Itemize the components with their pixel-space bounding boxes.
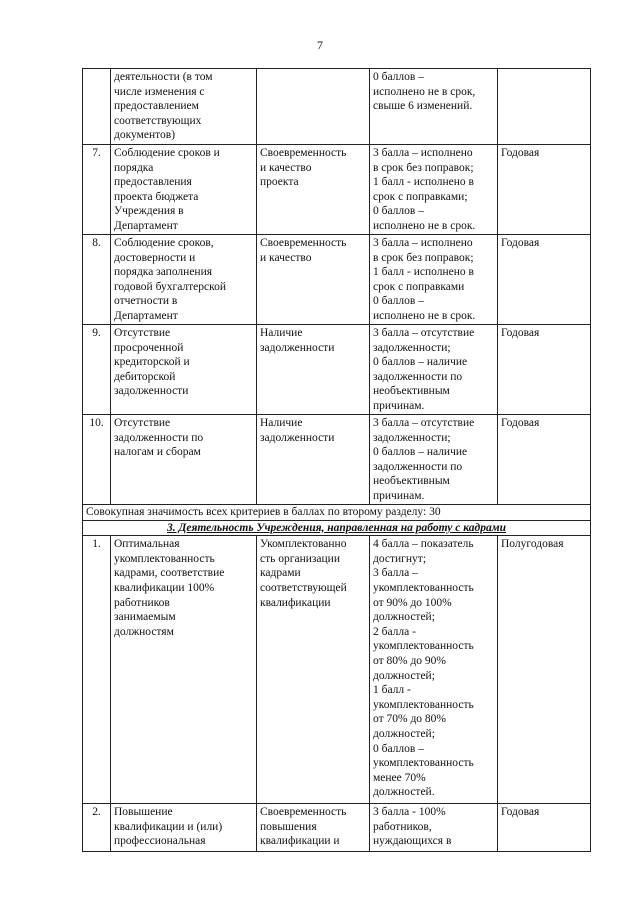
row-number: 8. (83, 235, 111, 325)
indicator-cell (257, 804, 370, 852)
indicator-line: повышения (260, 820, 317, 833)
section-total-row (83, 505, 591, 521)
period-cell: Полугодовая (498, 536, 591, 804)
indicator-line: квалификации (260, 596, 331, 609)
section-total-text: Совокупная значимость всех критериев в баллах по второму разделу: 30 (83, 505, 591, 521)
score-line: должностей. (373, 786, 435, 799)
criterion-line: Департамент (114, 219, 178, 232)
period-cell: Годовая (498, 235, 591, 325)
score-line: в срок без поправок; (373, 161, 474, 174)
indicator-line: Наличие (260, 417, 303, 429)
score-line: 3 балла – исполнено (373, 147, 473, 159)
score-line: исполнено не в срок, (373, 85, 476, 98)
score-line: исполнено не в срок. (373, 309, 476, 322)
criterion-line: предоставлением (114, 100, 199, 113)
indicator-line: и качество (260, 161, 312, 174)
score-line: 3 балла – (373, 567, 418, 580)
row-number: 10. (83, 415, 111, 505)
score-cell (370, 804, 498, 852)
score-cell (370, 536, 498, 804)
indicator-line: проекта (260, 176, 299, 189)
score-line: задолженности по (373, 460, 463, 473)
score-line: 3 балла – отсутствие (373, 327, 475, 339)
score-line: укомплектованность (373, 698, 474, 711)
criterion-line: налогам и сборам (114, 446, 201, 459)
score-line: 0 баллов – наличие (373, 356, 468, 369)
criterion-line: Соблюдение сроков и (114, 147, 220, 159)
score-line: 0 баллов – (373, 742, 424, 755)
criterion-line: кадрами, соответствие (114, 567, 225, 580)
table-row (83, 536, 591, 804)
indicator-line: сть организации (260, 552, 340, 565)
criterion-line: задолженности по (114, 431, 204, 444)
indicator-line: квалификации и (260, 835, 340, 848)
score-cell (370, 235, 498, 325)
table-row (83, 415, 591, 505)
criterion-line: Отсутствие (114, 417, 171, 429)
criterion-cell (111, 145, 257, 235)
indicator-line: Своевременность (260, 237, 347, 249)
indicator-line: кадрами (260, 567, 301, 580)
criterion-line: укомплектованность (114, 552, 215, 565)
score-line: причинам. (373, 399, 425, 412)
row-number: 1. (83, 536, 111, 804)
indicator-cell (257, 536, 370, 804)
criterion-line: проекта бюджета (114, 190, 199, 203)
indicator-line: Укомплектованно (260, 538, 347, 551)
criterion-cell (111, 536, 257, 804)
score-line: необъективным (373, 475, 450, 488)
indicator-line: задолженности (260, 341, 335, 354)
indicator-line: и качество (260, 251, 312, 264)
period-cell: Годовая (498, 325, 591, 415)
criterion-line: Учреждения в (114, 205, 184, 218)
criterion-line: Отсутствие (114, 327, 171, 339)
section-heading-row (83, 520, 591, 536)
score-cell (370, 415, 498, 505)
criterion-cell (111, 325, 257, 415)
score-line: должностей; (373, 611, 435, 624)
table-row (83, 69, 591, 145)
indicator-cell (257, 415, 370, 505)
criterion-line: деятельности (в том (114, 71, 213, 83)
score-line: 2 балла - (373, 625, 416, 638)
criterion-cell (111, 804, 257, 852)
indicator-line: Своевременность (260, 147, 347, 159)
score-line: 1 балл - исполнено в (373, 266, 474, 279)
period-cell: Годовая (498, 145, 591, 235)
criterion-line: отчетности в (114, 295, 178, 308)
indicator-line: соответствующей (260, 581, 347, 594)
score-cell (370, 325, 498, 415)
score-line: достигнут; (373, 552, 427, 565)
criterion-line: предоставления (114, 176, 192, 189)
criterion-line: Департамент (114, 309, 178, 322)
criterion-line: документов) (114, 129, 176, 142)
score-line: 0 баллов – (373, 205, 424, 218)
indicator-line: Наличие (260, 327, 303, 339)
score-line: необъективным (373, 385, 450, 398)
table-row (83, 235, 591, 325)
criterion-line: Соблюдение сроков, (114, 237, 214, 249)
score-line: задолженности; (373, 341, 451, 354)
score-line: 4 балла – показатель (373, 538, 474, 551)
indicator-cell (257, 145, 370, 235)
criterion-line: профессиональная (114, 835, 206, 848)
score-line: свыше 6 изменений. (373, 100, 473, 113)
criterion-line: работников (114, 596, 170, 609)
table-row (83, 145, 591, 235)
score-line: 3 балла – исполнено (373, 237, 473, 249)
criterion-line: числе изменения с (114, 85, 205, 98)
score-line: должностей; (373, 669, 435, 682)
score-line: исполнено не в срок. (373, 219, 476, 232)
criterion-line: Оптимальная (114, 538, 180, 551)
criteria-table (82, 68, 591, 852)
row-number: 9. (83, 325, 111, 415)
period-cell (498, 69, 591, 145)
criterion-line: занимаемым (114, 611, 176, 624)
score-line: от 80% до 90% (373, 654, 447, 667)
indicator-line: задолженности (260, 431, 335, 444)
score-line: укомплектованность (373, 757, 474, 770)
criterion-line: квалификации и (или) (114, 820, 223, 833)
score-line: должностей; (373, 727, 435, 740)
row-number: 2. (83, 804, 111, 852)
score-line: работников, (373, 820, 432, 833)
period-cell: Годовая (498, 415, 591, 505)
criterion-line: кредиторской и (114, 356, 190, 369)
score-line: укомплектованность (373, 581, 474, 594)
criterion-line: достоверности и (114, 251, 196, 264)
score-line: 3 балла – отсутствие (373, 417, 475, 429)
score-cell (370, 145, 498, 235)
score-line: нуждающихся в (373, 835, 452, 848)
score-line: 0 баллов – (373, 71, 424, 83)
criterion-line: должностям (114, 625, 174, 638)
criterion-line: Повышение (114, 806, 173, 819)
criterion-line: квалификации 100% (114, 581, 215, 594)
criterion-line: порядка (114, 161, 154, 174)
criterion-line: годовой бухгалтерской (114, 280, 227, 293)
score-line: задолженности; (373, 431, 451, 444)
page-number: 7 (317, 38, 323, 52)
criterion-cell (111, 69, 257, 145)
score-line: менее 70% (373, 771, 426, 784)
score-cell (370, 69, 498, 145)
row-number: 7. (83, 145, 111, 235)
indicator-cell (257, 69, 370, 145)
score-line: срок с поправками; (373, 190, 468, 203)
row-number (83, 69, 111, 145)
criterion-line: соответствующих (114, 114, 202, 127)
score-line: 1 балл - (373, 684, 411, 697)
score-line: от 90% до 100% (373, 596, 452, 609)
criterion-cell (111, 415, 257, 505)
period-cell: Годовая (498, 804, 591, 852)
indicator-cell (257, 325, 370, 415)
table-row (83, 325, 591, 415)
criterion-line: дебиторской (114, 370, 176, 383)
criterion-cell (111, 235, 257, 325)
score-line: 3 балла - 100% (373, 806, 446, 819)
score-line: укомплектованность (373, 640, 474, 653)
criterion-line: порядка заполнения (114, 266, 213, 279)
indicator-cell (257, 235, 370, 325)
score-line: 1 балл - исполнено в (373, 176, 474, 189)
criterion-line: задолженности (114, 385, 189, 398)
score-line: от 70% до 80% (373, 713, 447, 726)
indicator-line: Своевременность (260, 806, 347, 819)
score-line: причинам. (373, 489, 425, 502)
score-line: задолженности по (373, 370, 463, 383)
score-line: 0 баллов – наличие (373, 446, 468, 459)
score-line: 0 баллов – (373, 295, 424, 308)
section-heading: 3. Деятельность Учреждения, направленная на работу с кадрами (83, 520, 591, 536)
score-line: срок с поправками (373, 280, 465, 293)
score-line: в срок без поправок; (373, 251, 474, 264)
criterion-line: просроченной (114, 341, 184, 354)
table-row (83, 804, 591, 852)
